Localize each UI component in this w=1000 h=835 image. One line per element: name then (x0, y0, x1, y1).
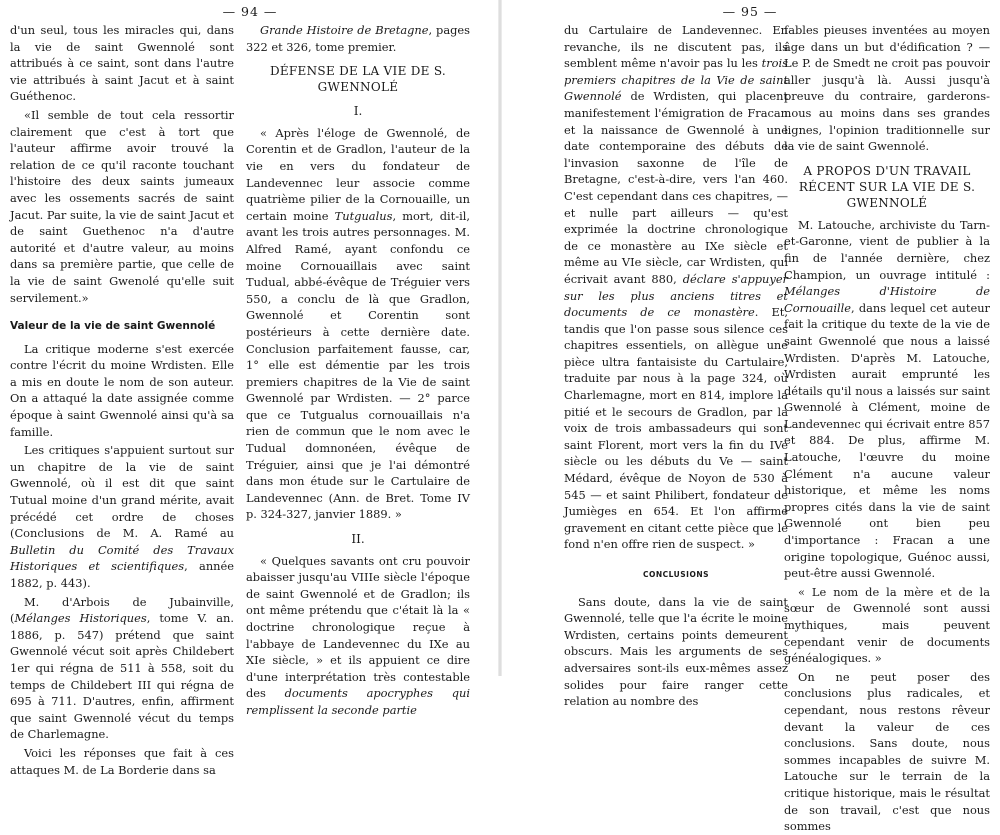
paragraph: « Le nom de la mère et de la sœur de Gwennolé sont aussi mythiques, mais peuvent cependant venir de documents généalogiques. » (784, 584, 990, 666)
paragraph: La critique moderne s'est exercée contre l'écrit du moine Wrdisten. Elle a mis en doute le nom de son auteur. On a attaqué la date assignée comme époque à saint Gwennolé ainsi qu'à sa famille. (10, 341, 234, 439)
paragraph (246, 22, 470, 55)
text-span: M. Latouche, archiviste du Tarn-et-Garonne, vient de publier à la fin de l'année dernière, chez Champion, un ouvrage intitulé : (784, 217, 990, 282)
paragraph: «Il semble de tout cela ressortir clairement que c'est à tort que l'auteur affirme avoir trouvé la relation de ce qu'il raconte touchant l'histoire des deux saints jumeaux avec les ossements sacrés de saint Jacut. Par suite, la vie de saint Jacut et de saint Guethenoc n'a d'autre autorité et d'autre valeur, au moins dans sa première partie, que celle de la vie de saint Gwenolé qu'elle suit servilement.» (10, 107, 234, 305)
paragraph (10, 442, 234, 591)
text-span: , mort, dit-il, avant les trois autres personnages. M. Alfred Ramé, ayant confondu ce moine Cornouaillais avec saint Tudual, abbé-évêque de Tréguier vers 550, a conclu de là que Gradlon, Gwennolé et Corentin sont postérieurs à cette dernière date. Conclusion parfaitement fausse, car, 1° elle est démentie par les trois premiers chapitres de la Vie de saint Gwennolé par Wrdisten. — 2° parce que ce Tutgualus cornouaillais n'a rien de commun que le nom avec le Tudual domnonéen, évêque de Tréguier, ainsi que je l'ai démontré dans mon étude sur le Cartulaire de Landevennec (Ann. de Bret. Tome IV p. 324-327, janvier 1889. » (246, 208, 470, 522)
left-page (0, 0, 500, 777)
section-heading: A PROPOS D'UN TRAVAIL RÉCENT SUR LA VIE DE S. GWENNOLÉ (798, 163, 976, 210)
right-page (500, 0, 1000, 834)
paragraph: On ne peut poser des conclusions plus radicales, et cependant, nous restons rêveur devant la valeur de ces conclusions. Sans doute, nous sommes incapables de suivre M. Latouche sur le terrain de la critique historique, mais le résultat de son travail, c'est que nous sommes (784, 669, 990, 834)
roman-numeral-heading: I. (353, 104, 363, 119)
page-number: — 95 — (722, 4, 778, 19)
italic-title: Bulletin du Comité des Travaux Historiques et scientifiques (10, 542, 234, 574)
text-span: « Après l'éloge de Gwennolé, de Corentin et de Gradlon, l'auteur de la vie en vers du fondateur de Landevennec leur associe comme quatrième pilier de la Cornouaille, un certain moine (246, 125, 470, 223)
italic-title: Mélanges d'Histoire de Cornouaille (784, 284, 990, 315)
paragraph (784, 217, 990, 582)
section-subheading: Valeur de la vie de saint Gwennolé (10, 320, 216, 333)
left-page-column-1 (10, 22, 234, 778)
paragraph (246, 553, 470, 719)
paragraph: Voici les réponses que fait à ces attaques M. de La Borderie dans sa (10, 745, 234, 777)
left-page-column-2 (246, 22, 470, 719)
text-span: Les critiques s'appuient surtout sur un chapitre de la vie de saint Gwennolé, où il est dit que saint Tutual moine d'un grand mérite, avait précédé cet ordre de choses (Conclusions de M. A. Ramé au (10, 443, 234, 541)
text-span: du Cartulaire de Landevennec. En revanche, ils ne discutent pas, ils semblent même n'avoir pas lu les (564, 23, 788, 71)
italic-title: Mélanges Historiques (14, 611, 147, 626)
paragraph: d'un seul, tous les miracles qui, dans la vie de saint Gwennolé sont attribués à ce saint, sont dans l'autre vie attribués à saint Jacut et à saint Guéthenoc. (10, 23, 234, 104)
section-heading: DÉFENSE DE LA VIE DE S. GWENNOLÉ (269, 64, 447, 95)
right-page-column-1 (564, 22, 788, 710)
right-page-column-2 (784, 22, 990, 835)
text-span: , année 1882, p. 443). (10, 559, 234, 590)
text-span: M. d'Arbois de Jubainville, ( (10, 594, 234, 626)
text-span: . Et, tandis que l'on passe sous silence ces chapitres essentiels, on allègue une pièce ultra fantaisiste du Cartulaire, traduite par nous à la page 324, où Charlemagne, mort en 814, implore la pitié et le secours de Gradlon, par la voix de trois ambassadeurs qui sont saint Florent, mort vers la fin du IVe siècle ou les débuts du Ve — saint Médard, évêque de Noyon de 530 à 545 — et saint Philibert, fondateur de Jumièges en 654. Et l'on affirme gravement en citant cette pièce que le fond n'en offre rien de suspect. » (564, 305, 788, 552)
italic-phrase: documents apocryphes qui remplissent la seconde partie (246, 686, 471, 717)
paragraph (564, 22, 788, 553)
paragraph (246, 125, 470, 523)
page-number: — 94 — (222, 4, 278, 19)
italic-title: Grande Histoire de Bretagne (260, 23, 429, 37)
italic-phrase: déclare s'appuyer sur les plus anciens titres et documents de ce monastère (564, 271, 788, 320)
italic-phrase: trois premiers chapitres de la Vie de saint Gwennolé (564, 56, 788, 104)
italic-name: Tutgualus (334, 208, 393, 223)
paragraph: Sans doute, dans la vie de saint Gwennolé, telle que l'a écrite le moine Wrdisten, certains points demeurent obscurs. Mais les arguments de ses adversaires sont-ils eux-mêmes assez solides pour faire ranger cette relation au nombre des (564, 594, 788, 709)
paragraph: fables pieuses inventées au moyen âge dans un but d'édification ? — Le P. de Smedt ne croit pas pouvoir aller jusqu'à là. Aussi jusqu'à preuve du contraire, garderons-nous au moins dans ses grandes lignes, l'opinion traditionnelle sur la vie de saint Gwennolé. (784, 23, 990, 154)
text-span: de Wrdisten, qui placent manifestement l'émigration de Fracan et la naissance de Gwennolé à une date contemporaine des débuts de l'invasion saxonne de l'île de Bretagne, c'est-à-dire, vers l'an 460. C'est cependant dans ces chapitres, — et nulle part ailleurs — qu'est exprimée la doctrine chronologique de ce monastère au IXe siècle et même au VIe siècle, car Wrdisten, qui écrivait avant 880, (564, 89, 788, 286)
text-span: « Quelques savants ont cru pouvoir abaisser jusqu'au VIIIe siècle l'époque de saint Gwennolé et de Gradlon; ils ont même prétendu que c'était là la « doctrine chronologique reçue à l'abbaye de Landevennec du IXe au XIe siècle, » et ils appuient ce dire d'une interprétation très contestable des (246, 553, 470, 701)
paragraph (10, 594, 234, 743)
text-span: , tome V. an. 1886, p. 547) prétend que saint Gwennolé vécut soit après Childebert 1er qui régna de 511 à 558, soit du temps de Childebert III qui régna de 695 à 711. D'autres, enfin, affirment que saint Gwennolé vécut du temps de Charlemagne. (10, 611, 234, 742)
text-span: , dans lequel cet auteur fait la critique du texte de la vie de saint Gwennolé que nous a laissé Wrdisten. D'après M. Latouche, Wrdisten aurait emprunté les détails qu'il nous a laissés sur saint Gwennolé à Clément, moine de Landevennec qui écrivait entre 857 et 884. De plus, affirme M. Latouche, l'œuvre du moine Clément n'a aucune valeur historique, et même les noms propres cités dans la vie de saint Gwennolé ont bien peu d'importance : Fracan a une origine topologique, Guénoc aussi, peut-être aussi Gwennolé. (784, 300, 990, 581)
roman-numeral-heading: II. (351, 532, 365, 547)
text-span: , pages 322 et 326, tome premier. (246, 23, 471, 54)
conclusions-heading: CONCLUSIONS (642, 570, 709, 579)
